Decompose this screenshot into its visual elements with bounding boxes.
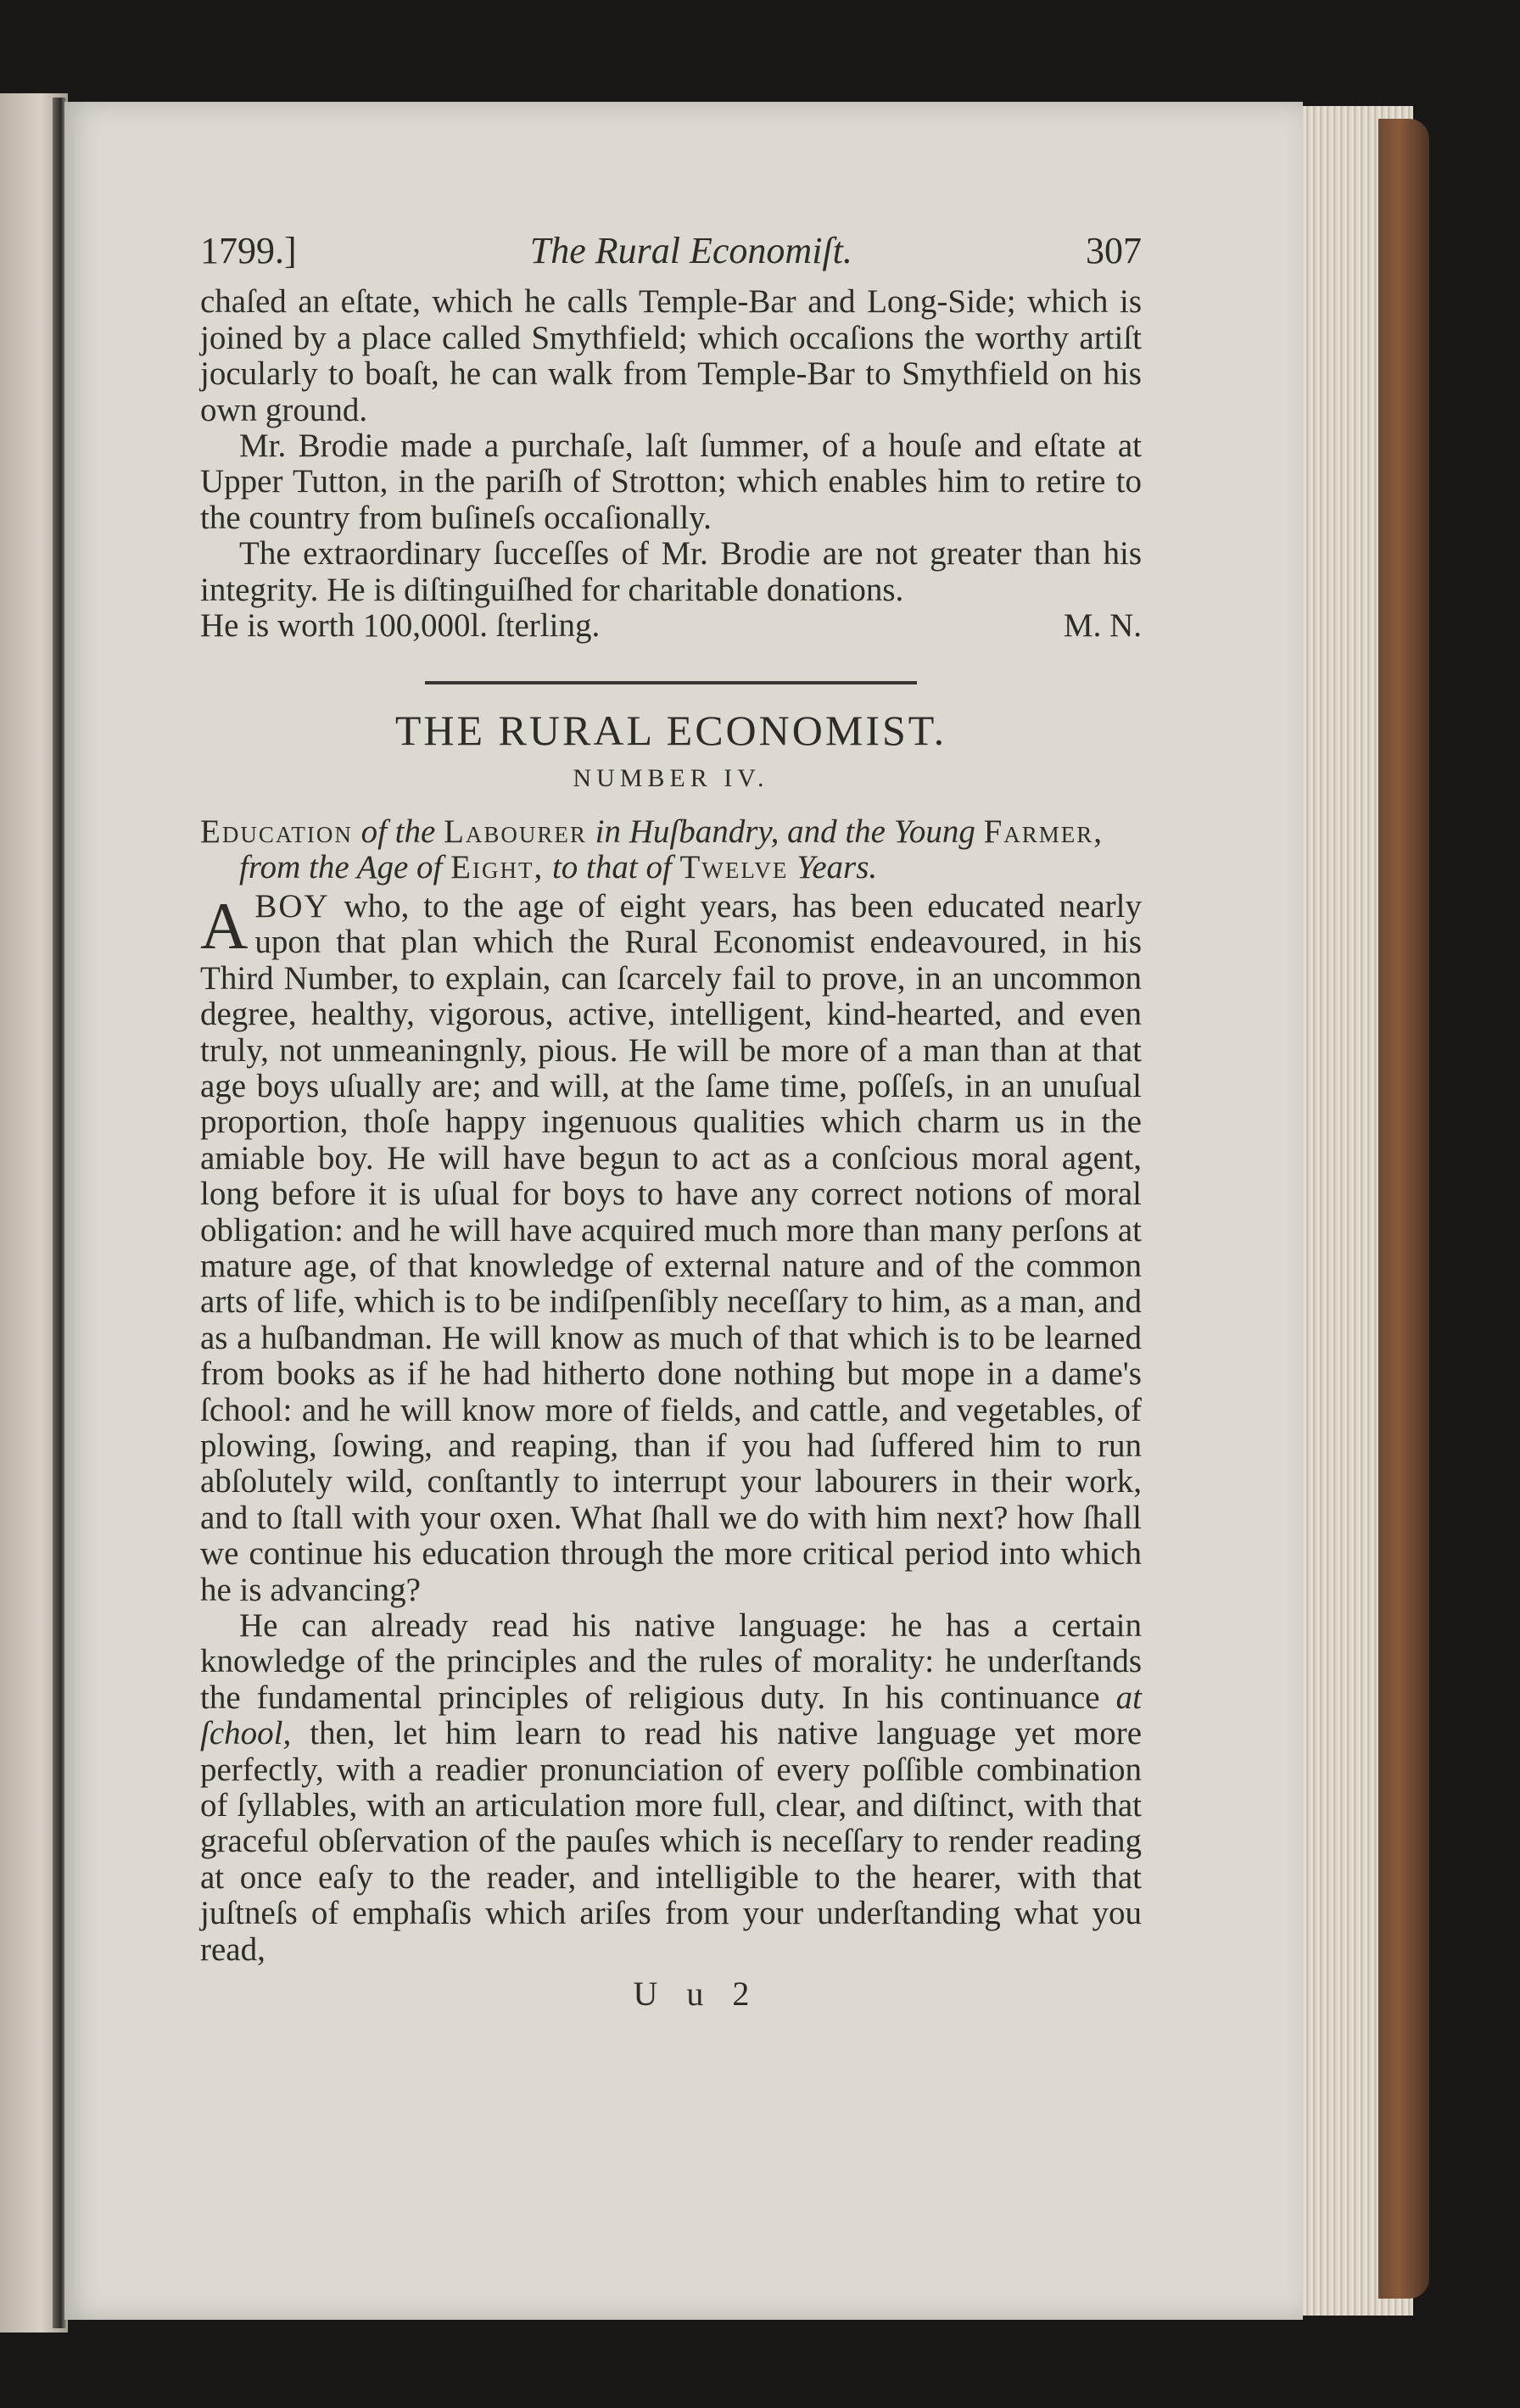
first-word: BOY (254, 887, 330, 925)
article-number: NUMBER IV. (573, 764, 769, 793)
para-1-body: who, to the age of eight years, has been educated nearly upon that plan which the Rural Economist endeavoured, in his Third Number, to explain, can ſcarcely fail to prove, in an uncommon degree, healthy, vigorous, active, intelligent, kind-hearted, and even truly, not unmeaningnly, pious. He will be more of a man than at that age boys uſually are; and will, at the ſame time, poſſeſs, in an unuſual proportion, thoſe happy ingenuous qualities which charm us in the amiable boy. He will have begun to act as a conſcious moral agent, long before it is uſual for boys to have any correct notions of moral obligation: and he will have acquired much more than many perſons at mature age, of that knowledge of external nature and of the common arts of life, which is to be indiſpenſibly neceſſary to him, as a man, and as a huſbandman. He will know as much of that which is to be learned from books as if he had hitherto done nothing but mope in a dame's ſchool: and he will know more of fields, and cattle, and vegetables, of plowing, ſowing, and reaping, than if you had ſuffered him to run abſolutely wild, conſtantly to interrupt your labourers in their work, and to ſtall with your oxen. What ſhall we do with him next? how ſhall we continue his education through the more critical period into which he is advancing? (200, 887, 1142, 1608)
prev-article-closing-line (200, 608, 1142, 644)
section-divider (425, 681, 917, 684)
prev-article-signature: M. N. (1063, 607, 1142, 645)
page-number: 307 (1086, 230, 1142, 271)
article-para-2: He can already read his native language: he has a certain knowledge of the principles and the rules of morality: he underſtands the fundamental principles of religious duty. In his continuance at ſchool, then, let him learn to read his native language yet more perfectly, with a readier pronunciation of every poſſible combination of ſyllables, with an articulation more full, clear, and diſtinct, with that graceful obſervation of the pauſes which is neceſſary to render reading at once eaſy to the reader, and intelligible to the hearer, with that juſtneſs of emphaſis which ariſes from your underſtanding what you read, (200, 1607, 1143, 1968)
prev-article-last-line: He is worth 100,000l. ſterling. (200, 607, 601, 645)
drop-cap: A (200, 888, 249, 963)
prev-article-para-2: Mr. Brodie made a purchaſe, laſt ſummer, of a houſe and eſtate at Upper Tutton, in the pariſh of Strotton; which enables him to retire to the country from buſineſs occaſionally. (200, 427, 1142, 536)
article-subtitle: Education of the Labourer in Huſbandry, and the Young Farmer, from the Age of Eight, to that of Twelve Years. (200, 813, 1104, 886)
book-cover (1378, 119, 1429, 2299)
header-year: 1799.] (200, 230, 297, 271)
article-title: THE RURAL ECONOMIST. (394, 707, 947, 755)
signature-mark: U u 2 (633, 1975, 760, 2014)
page-text (200, 230, 1143, 2014)
header-title: The Rural Economiſt. (529, 230, 852, 271)
prev-article-para-1: chaſed an eſtate, which he calls Temple-Bar and Long-Side; which is joined by a place called Smythfield; which occaſions the worthy artiſt jocularly to boaſt, he can walk from Temple-Bar to Smythfield on his own ground. (200, 283, 1142, 428)
running-header (200, 230, 1142, 271)
article-para-1 (200, 889, 1142, 1608)
prev-article-para-3: The extraordinary ſucceſſes of Mr. Brodie are not greater than his integrity. He is diſtinguiſhed for charitable donations. (200, 535, 1142, 608)
